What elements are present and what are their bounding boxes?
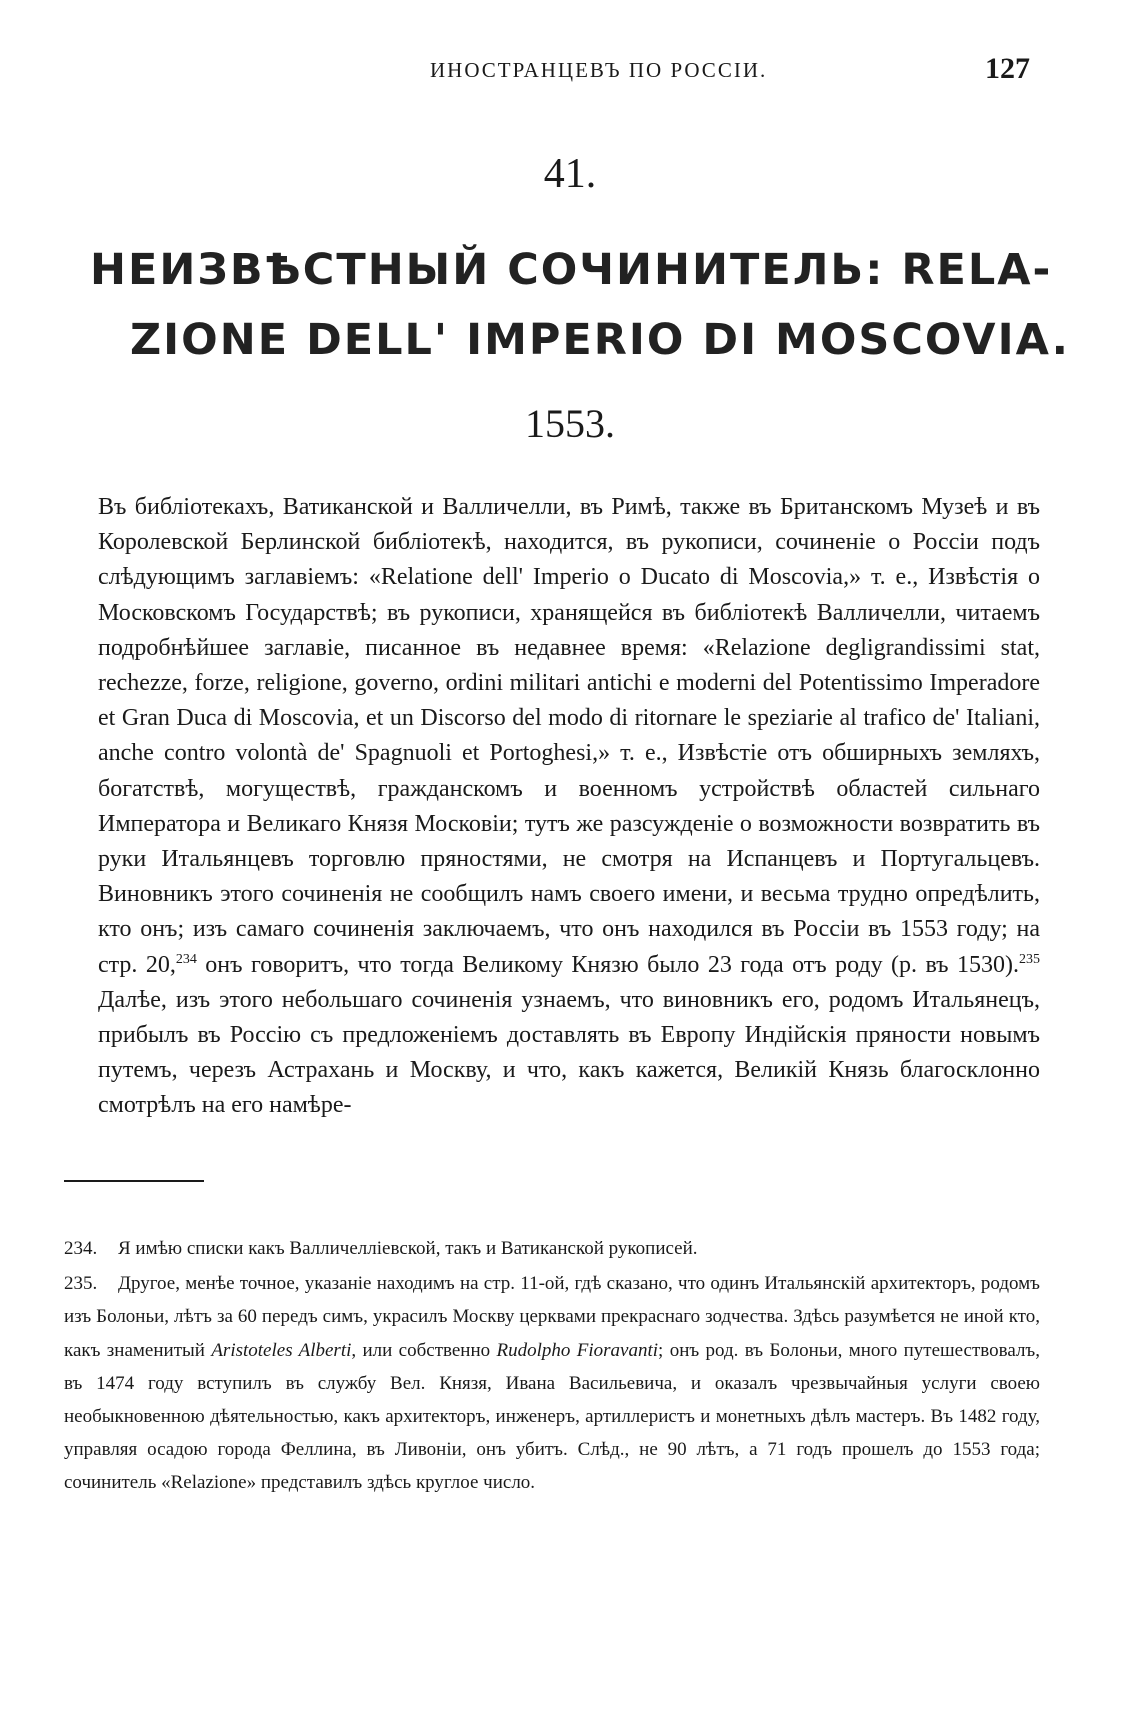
footnote-number: 234. [64,1238,98,1259]
footnotes [64,1232,1040,1502]
page-number: 127 [985,52,1030,85]
footnote-name-alberti: Aristoteles Alberti [211,1339,352,1361]
footnote-number: 235. [64,1273,98,1295]
footnote-name-fioravanti: Rudolpho Fioravanti [496,1339,659,1361]
chapter-number: 41. [543,151,597,197]
chapter-title-line-1: НЕИЗВѢСТНЫЙ СОЧИНИТЕЛЬ: RELA- [90,245,1053,295]
body-text-part-2: онъ говоритъ, что тогда Великому Князю было 23 года отъ роду (р. въ 1530). [196,951,1020,978]
footnote-234 [64,1232,1040,1265]
footnote-text-a: Другое, менѣе точное, указаніе находимъ на стр. 11-ой, гдѣ сказано, что одинъ Итальянскій архитекторъ, родомъ изъ Болоньи, лѣтъ за 60 передъ симъ, украсилъ Москву церквами прекраснаго зодчества. Здѣсь разумѣется не иной кто, какъ знаменитый [64,1273,1040,1361]
body-paragraph [98,490,1040,1124]
page-header [0,52,1140,92]
footnote-text-c: ; онъ род. въ Болоньи, много путешествовалъ, въ 1474 году вступилъ въ службу Вел. Князя, Ивана Васильевича, и оказалъ чрезвычайныя услуги своею необыкновенною дѣятельностью, какъ архитекторъ, инженеръ, артиллеристъ и монетныхъ дѣлъ мастеръ. Въ 1482 году, управляя осадою города Феллина, въ Ливоніи, онъ убитъ. Слѣд., не 90 лѣтъ, а 71 годъ прошелъ до 1553 года; сочинитель «Relazione» представилъ здѣсь круглое число. [64,1339,1041,1494]
body-text-part-3: Далѣе, изъ этого небольшаго сочиненія узнаемъ, что виновникъ его, родомъ Итальянецъ, прибылъ въ Россію съ предложеніемъ доставлять въ Европу Индійскія пряности новымъ путемъ, черезъ Астрахань и Москву, и что, какъ кажется, Великій Князь благосклонно смотрѣлъ на его намѣре- [98,986,1040,1119]
footnote-text: Я имѣю списки какъ Валличелліевской, такъ и Ватиканской рукописей. [118,1238,698,1259]
footnote-ref-235: 235 [1019,951,1041,967]
chapter-year: 1553. [525,401,615,446]
footnote-text-b: , или собственно [351,1339,497,1361]
footnote-ref-234: 234 [175,951,197,967]
footnote-divider [64,1180,204,1182]
chapter-title [90,235,1070,375]
running-title: ИНОСТРАНЦЕВЪ ПО РОССІИ. [430,58,768,82]
footnote-235 [64,1267,1040,1499]
chapter-title-line-2: ZIONE DELL' IMPERIO DI MOSCOVIA. [130,315,1070,365]
body-text-part-1: Въ библіотекахъ, Ватиканской и Валличелли, въ Римѣ, также въ Британскомъ Музеѣ и въ Королевской Берлинской библіотекѣ, находится, въ рукописи, сочиненіе о Россіи подъ слѣдующимъ заглавіемъ: «Relatione dell' Imperio o Ducato di Moscovia,» т. е., Извѣстія о Московскомъ Государствѣ; въ рукописи, хранящейся въ библіотекѣ Валличелли, читаемъ подробнѣйшее заглавіе, писанное въ недавнее время: «Relazione degligrandissimi stat, rechezze, forze, religione, governo, ordini militari antichi e moderni del Potentissimo Imperadore et Gran Duca di Moscovia, et un Discorso del modo di ritornare le speziarie al trafico de' Italiani, anche contro volontà de' Spagnuoli et Portoghesi,» т. е., Извѣстіе отъ обширныхъ земляхъ, богатствѣ, могуществѣ, гражданскомъ и военномъ устройствѣ областей сильнаго Императора и Великаго Князя Московіи; тутъ же разсужденіе о возможности возвратить въ руки Итальянцевъ торговлю пряностями, не смотря на Испанцевъ и Португальцевъ. Виновникъ этого сочиненія не сообщилъ намъ своего имени, и весьма трудно опредѣлить, кто онъ; изъ самаго сочиненія заключаемъ, что онъ находился въ Россіи въ 1553 году; на стр. 20, [98,494,1040,978]
